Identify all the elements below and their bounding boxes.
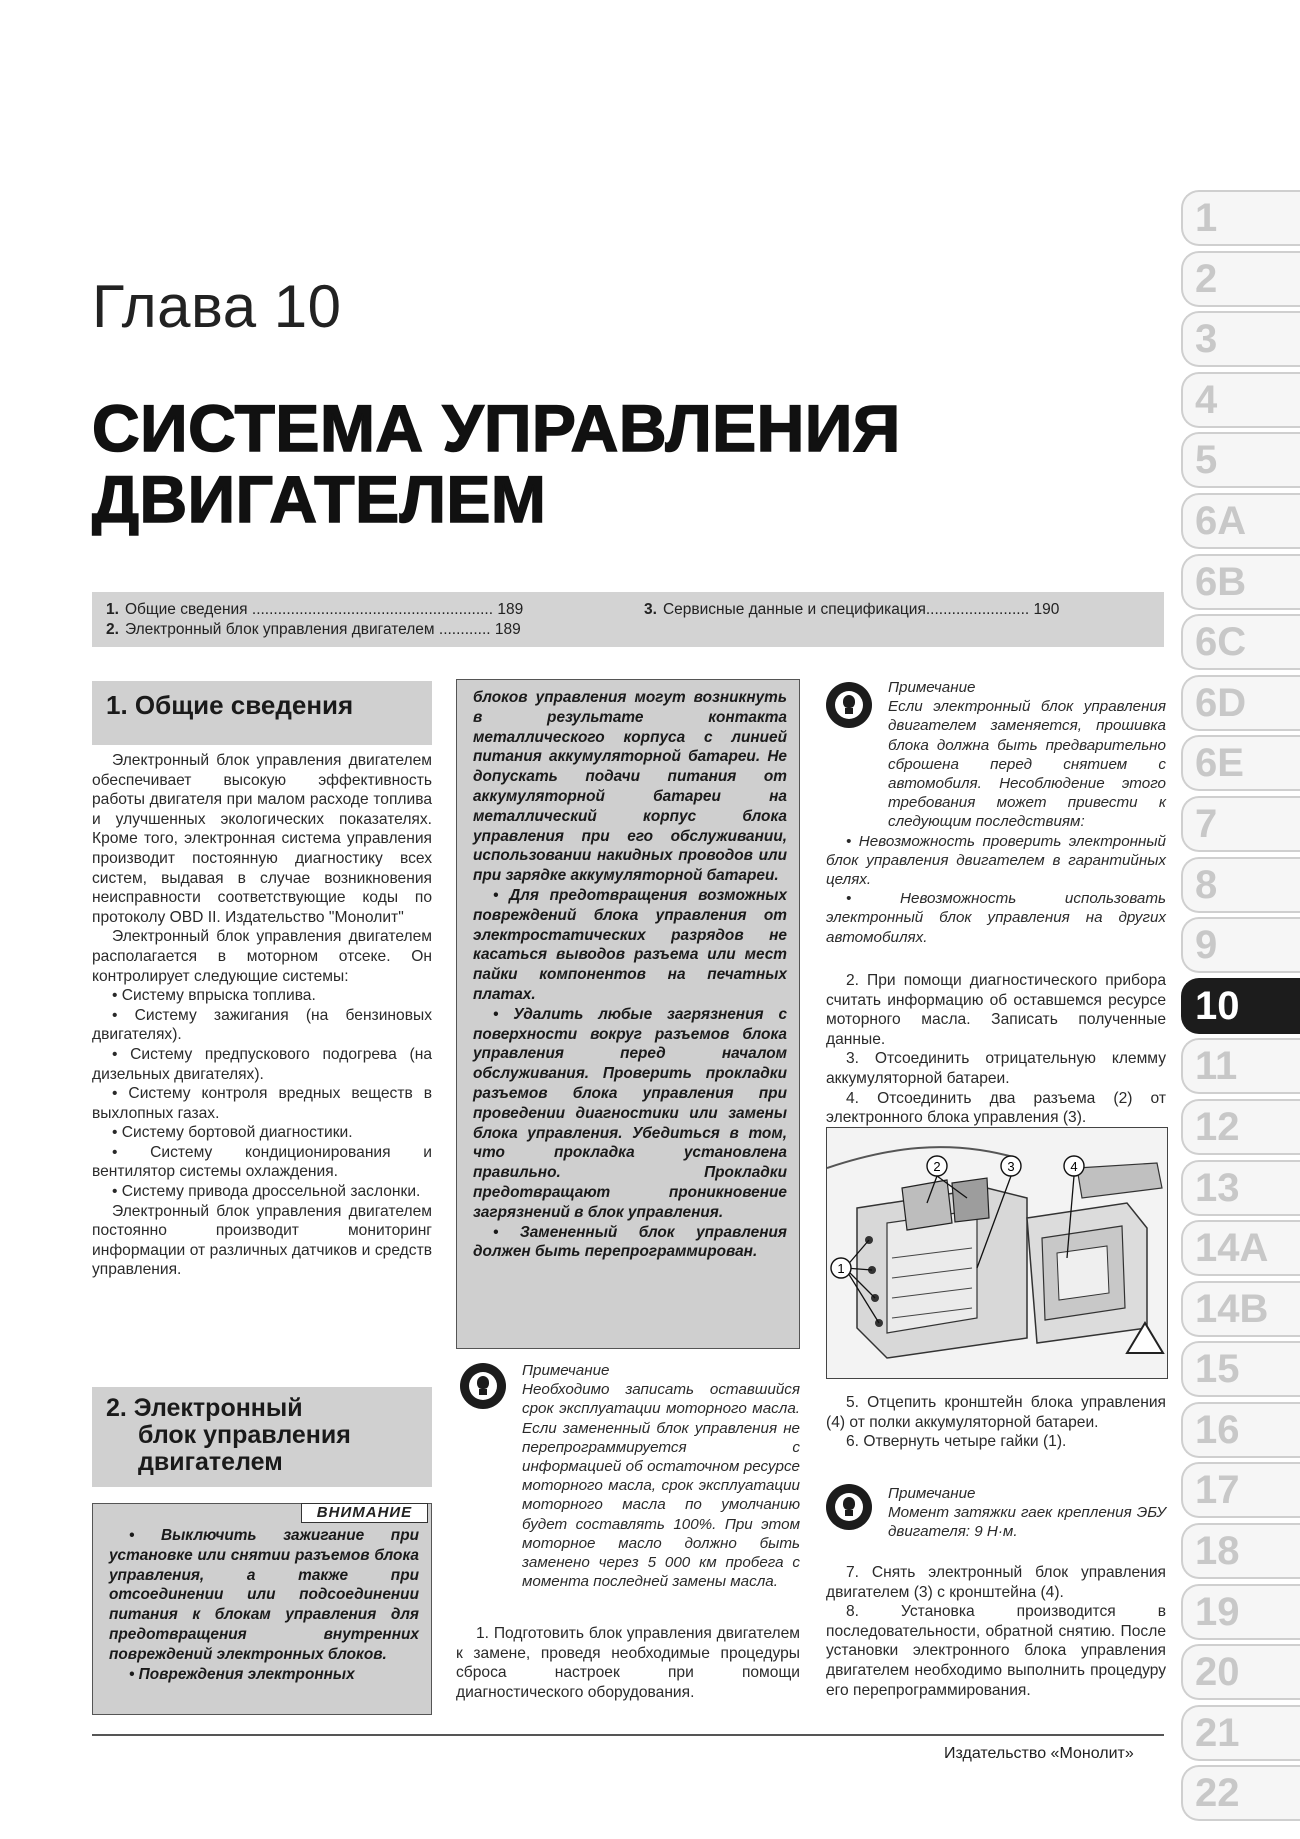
section1-heading: 1. Общие сведения bbox=[92, 681, 432, 745]
warning-label: ВНИМАНИЕ bbox=[301, 1503, 428, 1523]
warning-item: блоков управления могут возникнуть в результате контакта металлического корпуса с линией питания аккумуляторной батареи. Не допускать подачи питания от аккумуляторной батареи на металлический корпус блока управления при его обслуживании, использовании накидных проводов или при зарядке аккумуляторной батареи. bbox=[473, 689, 787, 885]
chapter-title-line1: СИСТЕМА УПРАВЛЕНИЯ bbox=[92, 391, 901, 465]
step-item: 1. Подготовить блок управления двигателем к замене, проведя необходимые процедуры сброса настроек при помощи диагностического оборудования. bbox=[456, 1625, 800, 1701]
chapter-tab-11[interactable]: 11 bbox=[1181, 1038, 1300, 1094]
chapter-tab-17[interactable]: 17 bbox=[1181, 1462, 1300, 1518]
chapter-tab-1[interactable]: 1 bbox=[1181, 190, 1300, 246]
section1-body bbox=[92, 751, 432, 1280]
callout-label: 2 bbox=[933, 1159, 941, 1174]
chapter-tab-22[interactable]: 22 bbox=[1181, 1765, 1300, 1821]
ecu-figure bbox=[826, 1127, 1168, 1379]
step-list bbox=[826, 1563, 1166, 1700]
chapter-label: Глава 10 bbox=[92, 273, 342, 340]
chapter-tab-20[interactable]: 20 bbox=[1181, 1644, 1300, 1700]
warning-item: • Выключить зажигание при установке или снятии разъемов блока управления, а также при отсоединении или подсоединении питания к блокам управления для предотвращения внутренних повреждений электронных блоков. bbox=[109, 1527, 419, 1663]
chapter-tab-13[interactable]: 13 bbox=[1181, 1160, 1300, 1216]
footer-divider bbox=[92, 1734, 1164, 1736]
note-text: Если электронный блок управления двигателем заменяется, прошивка блока должна быть предварительно сброшена перед снятием с автомобиля. Несоблюдение этого требования может привести к следующим последствиям: bbox=[888, 698, 1166, 831]
step-item: 8. Установка производится в последовательности, обратной снятию. После установки электронного блока управления двигателем необходимо выполнить процедуру его перепрограммирования. bbox=[826, 1603, 1166, 1699]
callout-3 bbox=[1001, 1156, 1021, 1176]
callout-1 bbox=[831, 1258, 851, 1278]
toc-item-number: 1. bbox=[106, 601, 119, 618]
list-item: • Систему привода дроссельной заслонки. bbox=[112, 1183, 421, 1201]
list-item: • Систему зажигания (на бензиновых двигателях). bbox=[92, 1006, 432, 1044]
list-item: • Систему кондиционирования и вентилятор системы охлаждения. bbox=[92, 1143, 432, 1181]
list-item: • Систему контроля вредных веществ в выхлопных газах. bbox=[92, 1085, 432, 1122]
chapter-tab-21[interactable]: 21 bbox=[1181, 1705, 1300, 1761]
chapter-tab-14b[interactable]: 14B bbox=[1181, 1281, 1300, 1337]
warning-item: • Замененный блок управления должен быть перепрограммирован. bbox=[473, 1223, 787, 1261]
section1-paragraph: Электронный блок управления двигателем постоянно производит мониторинг информации от различных датчиков и средств управления. bbox=[92, 1202, 432, 1279]
chapter-tab-6c[interactable]: 6C bbox=[1181, 614, 1300, 670]
toc-item[interactable] bbox=[106, 621, 521, 639]
step-list bbox=[456, 1624, 800, 1702]
chapter-title bbox=[92, 393, 901, 535]
toc-item[interactable] bbox=[644, 601, 1059, 619]
note-item: • Невозможность проверить электронный блок управления двигателем в гарантийных целях. bbox=[826, 832, 1166, 889]
step-item: 6. Отвернуть четыре гайки (1). bbox=[846, 1433, 1067, 1451]
warning-box-continued bbox=[456, 679, 800, 1349]
section2-heading-line: 2. Электронный bbox=[106, 1394, 303, 1422]
note-label: Примечание bbox=[888, 679, 976, 696]
chapter-tab-15[interactable]: 15 bbox=[1181, 1341, 1300, 1397]
step-item: 7. Снять электронный блок управления двигателем (3) с кронштейна (4). bbox=[826, 1564, 1166, 1601]
chapter-tabs bbox=[1181, 190, 1300, 1826]
chapter-tab-2[interactable]: 2 bbox=[1181, 251, 1300, 307]
ecu-illustration bbox=[827, 1128, 1167, 1378]
warning-item: • Удалить любые загрязнения с поверхности вокруг разъемов блока управления перед началом обслуживания. Проверить прокладки разъемов блока управления при проведении диагностики или замены блока управления. Убедиться в том, что прокладка установлена правильно. Прокладки предотвращают проникновение загрязнений в блок управления. bbox=[473, 1005, 787, 1221]
chapter-tab-7[interactable]: 7 bbox=[1181, 796, 1300, 852]
step-item: 4. Отсоединить два разъема (2) от электронного блока управления (3). bbox=[826, 1089, 1166, 1127]
note-oil bbox=[456, 1361, 800, 1591]
toc-item-text: Общие сведения ........................................................ 189 bbox=[124, 601, 524, 618]
chapter-tab-10[interactable]: 10 bbox=[1181, 978, 1300, 1034]
chapter-tab-6d[interactable]: 6D bbox=[1181, 675, 1300, 731]
note-firmware bbox=[826, 678, 1166, 947]
section2-heading-line: двигателем bbox=[138, 1448, 283, 1476]
callout-label: 4 bbox=[1070, 1159, 1078, 1174]
note-text: Необходимо записать оставшийся срок эксплуатации моторного масла. Если замененный блок управления не перепрограммируется с информацией об остаточном ресурсе моторного масла, срок эксплуатации моторного масла по умолчанию будет составлять 100%. При этом моторное масло должно быть заменено через 5 000 км пробега с момента последней замены масла. bbox=[522, 1381, 800, 1591]
list-item: • Систему бортовой диагностики. bbox=[112, 1124, 353, 1142]
toc-item-number: 3. bbox=[644, 601, 657, 618]
table-of-contents bbox=[92, 592, 1164, 647]
chapter-tab-6e[interactable]: 6E bbox=[1181, 735, 1300, 791]
warning-item: • Для предотвращения возможных повреждений блока управления от электростатических разрядов не касаться выводов разъема или мест пайки компонентов на печатных платах. bbox=[473, 886, 787, 1003]
chapter-tab-3[interactable]: 3 bbox=[1181, 311, 1300, 367]
section1-paragraph: Электронный блок управления двигателем обеспечивает высокую эффективность работы двигателя при малом расходе топлива и улучшенных экологических показателях. Кроме того, электронная система управления производит постоянную диагностику всех систем, выдавая в случае возникновения неисправности соответствующие коды по протоколу OBD II. Издательство "Монолит" bbox=[92, 752, 432, 926]
chapter-tab-16[interactable]: 16 bbox=[1181, 1402, 1300, 1458]
toc-item-number: 2. bbox=[106, 621, 119, 638]
list-item: • Систему предпускового подогрева (на дизельных двигателях). bbox=[92, 1045, 432, 1083]
warning-item: • Повреждения электронных bbox=[129, 1665, 355, 1683]
warning-box bbox=[92, 1503, 432, 1715]
chapter-tab-4[interactable]: 4 bbox=[1181, 372, 1300, 428]
chapter-tab-9[interactable]: 9 bbox=[1181, 917, 1300, 973]
step-item: 2. При помощи диагностического прибора считать информацию об оставшемся ресурсе моторного масла. Записать полученные данные. bbox=[826, 972, 1166, 1048]
step-list bbox=[826, 971, 1166, 1128]
note-label: Примечание bbox=[522, 1362, 610, 1379]
chapter-tab-19[interactable]: 19 bbox=[1181, 1584, 1300, 1640]
list-item: • Систему впрыска топлива. bbox=[112, 987, 316, 1005]
toc-item-text: Электронный блок управления двигателем ............ 189 bbox=[124, 621, 521, 638]
toc-item-text: Сервисные данные и спецификация........................ 190 bbox=[662, 601, 1060, 618]
note-text: Момент затяжки гаек крепления ЭБУ двигателя: 9 Н·м. bbox=[888, 1504, 1166, 1541]
chapter-tab-8[interactable]: 8 bbox=[1181, 857, 1300, 913]
section1-paragraph: Электронный блок управления двигателем располагается в моторном отсеке. Он контролирует следующие системы: bbox=[92, 928, 432, 985]
callout-label: 3 bbox=[1007, 1159, 1015, 1174]
step-list bbox=[826, 1393, 1166, 1452]
chapter-tab-6a[interactable]: 6A bbox=[1181, 493, 1300, 549]
callout-4 bbox=[1064, 1156, 1084, 1176]
chapter-title-line2: ДВИГАТЕЛЕМ bbox=[92, 462, 547, 536]
footer-publisher: Издательство «Монолит» bbox=[944, 1745, 1134, 1762]
chapter-tab-5[interactable]: 5 bbox=[1181, 432, 1300, 488]
note-torque bbox=[826, 1484, 1166, 1542]
chapter-tab-18[interactable]: 18 bbox=[1181, 1523, 1300, 1579]
chapter-tab-6b[interactable]: 6B bbox=[1181, 554, 1300, 610]
section2-heading bbox=[92, 1387, 432, 1487]
section2-heading-line: блок управления bbox=[138, 1421, 351, 1449]
toc-item[interactable] bbox=[106, 601, 523, 619]
note-label: Примечание bbox=[888, 1485, 976, 1502]
step-item: 3. Отсоединить отрицательную клемму аккумуляторной батареи. bbox=[826, 1050, 1166, 1087]
step-item: 5. Отцепить кронштейн блока управления (4) от полки аккумуляторной батареи. bbox=[826, 1394, 1166, 1431]
chapter-tab-12[interactable]: 12 bbox=[1181, 1099, 1300, 1155]
callout-2 bbox=[927, 1156, 947, 1176]
callout-label: 1 bbox=[837, 1261, 845, 1276]
chapter-tab-14a[interactable]: 14A bbox=[1181, 1220, 1300, 1276]
note-item: • Невозможность использовать электронный блок управления на других автомобилях. bbox=[826, 890, 1166, 946]
